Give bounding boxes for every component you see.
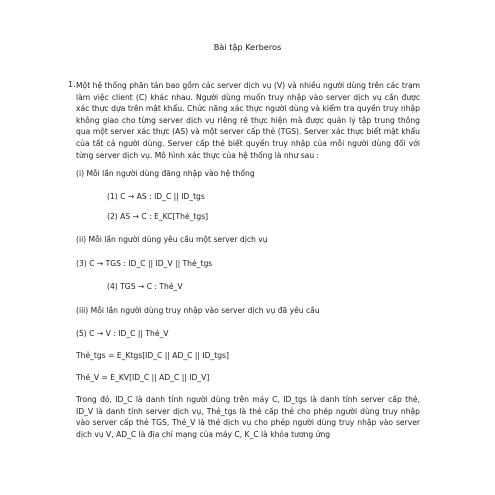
step-3: (3) C → TGS : ID_C || ID_V || Thẻ_tgs: [76, 258, 213, 268]
page-title: Bài tập Kerberos: [213, 42, 282, 52]
ticket-tgs-definition: Thẻ_tgs = E_Ktgs[ID_C || AD_C || ID_tgs]: [76, 350, 229, 360]
step-2: (2) AS → C : E_KC[Thẻ_tgs]: [107, 212, 209, 222]
item-number: 1.: [68, 80, 76, 89]
step-request-service: (ii) Mỗi lần người dùng yêu cầu một server dịch vụ: [76, 234, 268, 244]
step-1: (1) C → AS : ID_C || ID_tgs: [107, 191, 205, 201]
step-access-service: (iii) Mỗi lần người dùng truy nhập vào server dịch vụ đã yêu cầu: [76, 305, 320, 315]
conclusion-paragraph: Trong đó, ID_C là danh tính người dùng trên máy C, ID_tgs là danh tính server cấp thẻ, ID_V là danh tính server dịch vụ, Thẻ_tgs là thẻ cấp thẻ cho phép người dùng truy nhập vào server cấp thẻ TGS, Thẻ_V là thẻ dịch vụ cho phép người dùng truy nhập vào server dịch vụ V, AD_C là địa chỉ mạng của máy C, K_C là khóa tương ứng: [76, 395, 420, 439]
exercise-body: [76, 80, 420, 440]
step-4: (4) TGS → C : Thẻ_V: [107, 282, 183, 292]
intro-paragraph: Một hệ thống phân tán bao gồm các server dịch vụ (V) và nhiều người dùng trên các trạm làm việc client (C) khác nhau. Người dùng muốn truy nhập vào server dịch vụ cần được xác thực dựa trên mật khẩu. Chức năng xác thực người dùng và kiểm tra quyền truy nhập không giao cho từng server dịch vụ riêng rẽ thực hiện mà được quản lý tập trung thông qua một server xác thực (AS) và một server cấp thẻ (TGS). Server xác thực biết mật khẩu của tất cả người dùng. Server cấp thẻ biết quyền truy nhập của mỗi người dùng đối với từng server dịch vụ. Mô hình xác thực của hệ thống là như sau :: [76, 81, 420, 160]
ticket-v-definition: Thẻ_V = E_KV[ID_C || AD_C || ID_V]: [76, 372, 210, 382]
step-5: (5) C → V : ID_C || Thẻ_V: [76, 329, 169, 339]
step-login: (i) Mỗi lần người dùng đăng nhập vào hệ thống: [76, 169, 255, 179]
